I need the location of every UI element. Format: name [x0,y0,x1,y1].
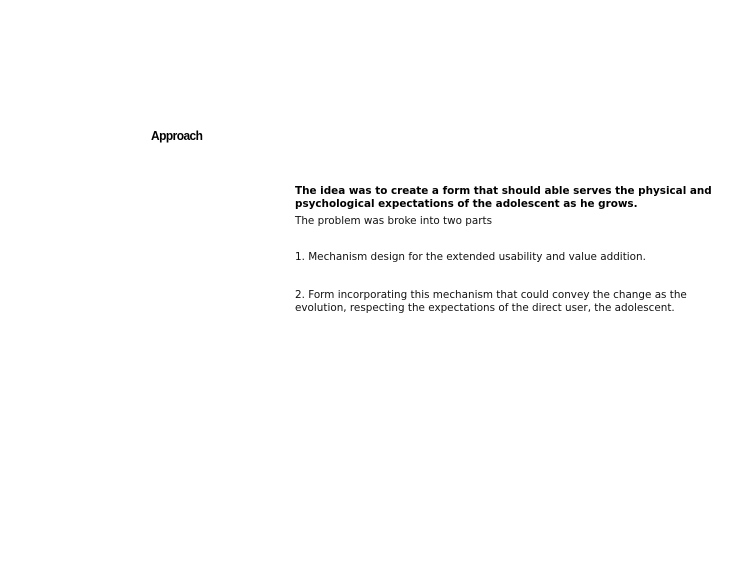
point-2: 2. Form incorporating this mechanism that could convey the change as the evolution, respecting the expectations of the direct user, the adolescent. [295,289,687,314]
point-1: 1. Mechanism design for the extended usability and value addition. [295,251,646,263]
content-block [295,185,735,315]
intro-paragraph: The problem was broke into two parts [295,215,493,227]
lead-paragraph: The idea was to create a form that should able serves the physical and psychological expectations of the adolescent as he grows. [295,185,712,210]
page-heading: Approach [151,128,203,143]
